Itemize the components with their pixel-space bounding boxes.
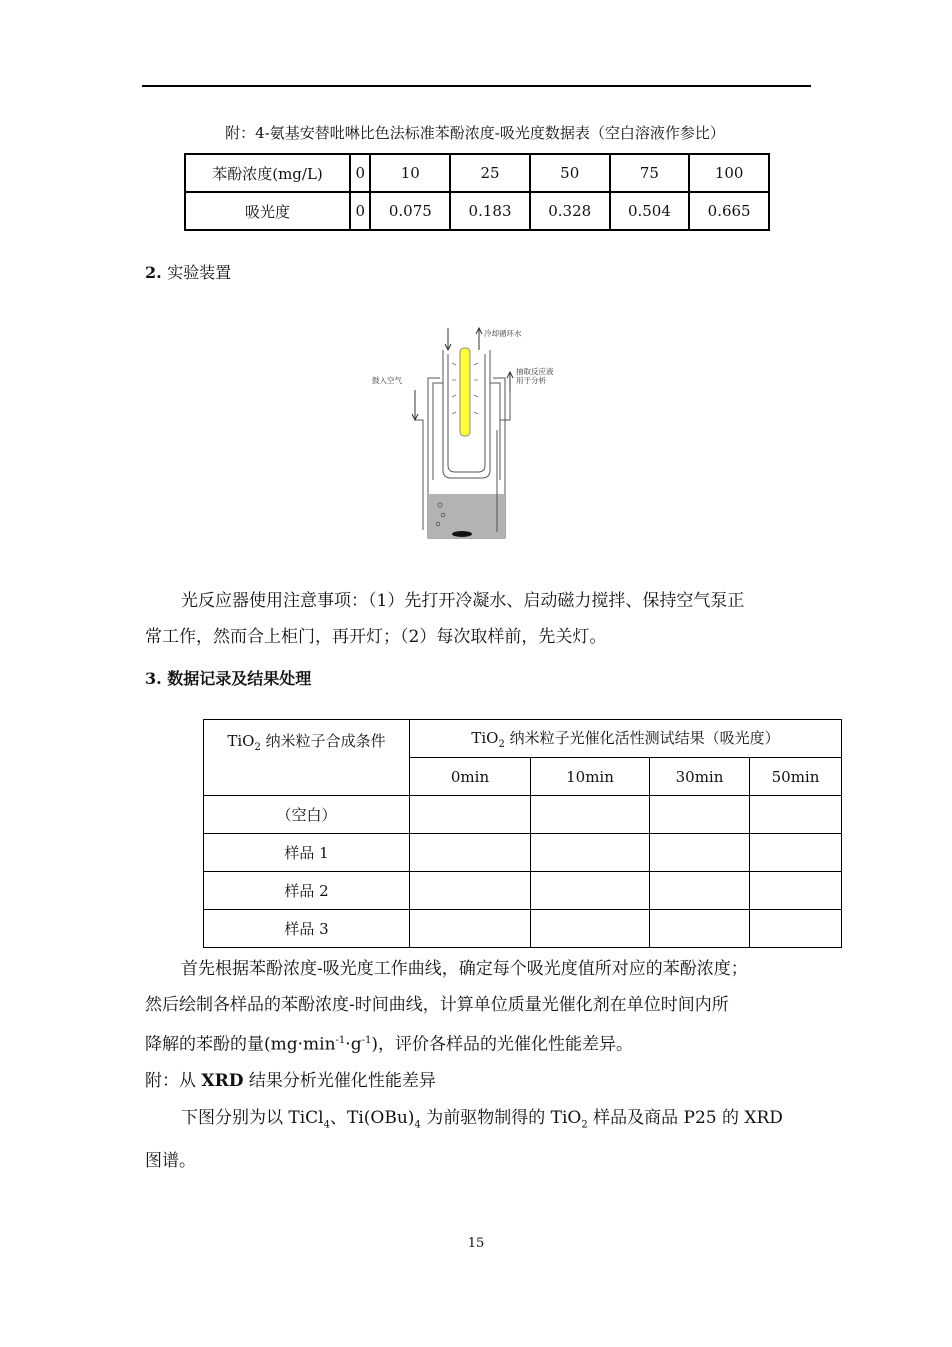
- table-cell: 25: [450, 154, 530, 192]
- empty-cell: [410, 834, 531, 872]
- empty-cell: [410, 910, 531, 948]
- page-number: 15: [467, 1236, 485, 1251]
- table-cell: 0.075: [370, 192, 450, 230]
- empty-cell: [531, 910, 650, 948]
- table-row: [204, 910, 842, 948]
- paragraph-line: 常工作，然而合上柜门，再开灯；（2）每次取样前，先关灯。: [145, 627, 607, 647]
- paragraph-line: 降解的苯酚的量$(mg\cdot\min^{-1}\cdot g^{-1})$，评价各样品的光催化性能差异。: [145, 1034, 633, 1055]
- section-title: 数据记录及结果处理: [167, 669, 312, 688]
- label-cooling-water: 冷却循环水: [484, 329, 522, 338]
- empty-cell: [650, 872, 750, 910]
- stir-bar: [452, 531, 472, 537]
- activity-header: TiO$_2$ 纳米粒子光催化活性测试结果（吸光度）: [410, 720, 842, 758]
- table-cell: 75: [610, 154, 690, 192]
- table-row: [185, 192, 769, 230]
- table-row: [204, 834, 842, 872]
- table-cell: 100: [689, 154, 769, 192]
- usage-notes-paragraph: [145, 583, 815, 655]
- row-label: 吸光度: [185, 192, 350, 230]
- empty-cell: [750, 910, 842, 948]
- table-cell: 50: [530, 154, 610, 192]
- section-title: 实验装置: [167, 263, 232, 282]
- empty-cell: [531, 796, 650, 834]
- paragraph-line: 图谱。: [145, 1151, 196, 1172]
- empty-cell: [531, 834, 650, 872]
- label-sample-1: 抽取反应液: [516, 367, 554, 376]
- standard-data-table: [184, 153, 770, 231]
- table-row: [204, 872, 842, 910]
- appendix-heading: 附：从 XRD 结果分析光催化性能差异: [145, 1071, 436, 1091]
- header-rule: [142, 85, 811, 87]
- table-cell: 0.665: [689, 192, 769, 230]
- section-3-heading: [145, 666, 311, 689]
- empty-cell: [650, 834, 750, 872]
- section-2-heading: [145, 260, 231, 283]
- table-header-row: [204, 720, 842, 758]
- results-table: [203, 719, 842, 948]
- empty-cell: [410, 872, 531, 910]
- row-label: （空白）: [204, 796, 410, 834]
- xrd-paragraph: [145, 1100, 815, 1179]
- table-cell: 0: [350, 192, 370, 230]
- table-row: [204, 796, 842, 834]
- time-header: 50min: [750, 758, 842, 796]
- uv-lamp: [460, 348, 470, 436]
- paragraph-line: 下图分别为以 TiCl$_4$、$Ti(OBu)_4$ 为前驱物制得的 TiO$_2$ 样品及商品 P25 的 XRD: [181, 1108, 783, 1131]
- paragraph-line: 光反应器使用注意事项：（1）先打开冷凝水、启动磁力搅拌、保持空气泵正: [181, 591, 745, 611]
- empty-cell: [750, 834, 842, 872]
- time-header: 30min: [650, 758, 750, 796]
- conditions-header: TiO$_2$ 纳米粒子合成条件: [204, 720, 410, 796]
- empty-cell: [410, 796, 531, 834]
- label-sample-2: 用于分析: [516, 376, 546, 385]
- paragraph-line: 然后绘制各样品的苯酚浓度-时间曲线，计算单位质量光催化剂在单位时间内所: [145, 995, 729, 1015]
- section-number: 3.: [145, 669, 162, 688]
- table-cell: 0.504: [610, 192, 690, 230]
- empty-cell: [531, 872, 650, 910]
- label-air-inlet: 鼓入空气: [372, 376, 402, 385]
- table-cell: 0.183: [450, 192, 530, 230]
- paragraph-line: 首先根据苯酚浓度-吸光度工作曲线，确定每个吸光度值所对应的苯酚浓度；: [181, 959, 748, 979]
- row-label: 样品 3: [204, 910, 410, 948]
- photoreactor-diagram: [360, 320, 580, 550]
- table-cell: 10: [370, 154, 450, 192]
- row-label: 样品 2: [204, 872, 410, 910]
- time-header: 10min: [531, 758, 650, 796]
- time-header: 0min: [410, 758, 531, 796]
- section-number: 2.: [145, 263, 162, 282]
- empty-cell: [650, 796, 750, 834]
- empty-cell: [650, 910, 750, 948]
- empty-cell: [750, 796, 842, 834]
- row-label: 样品 1: [204, 834, 410, 872]
- table-caption: 附：4-氨基安替吡啉比色法标准苯酚浓度-吸光度数据表（空白溶液作参比）: [225, 124, 725, 142]
- table-row: [185, 154, 769, 192]
- analysis-paragraph: [145, 951, 815, 1063]
- table-cell: 0.328: [530, 192, 610, 230]
- table-cell: 0: [350, 154, 370, 192]
- row-label: 苯酚浓度(mg/L): [185, 154, 350, 192]
- empty-cell: [750, 872, 842, 910]
